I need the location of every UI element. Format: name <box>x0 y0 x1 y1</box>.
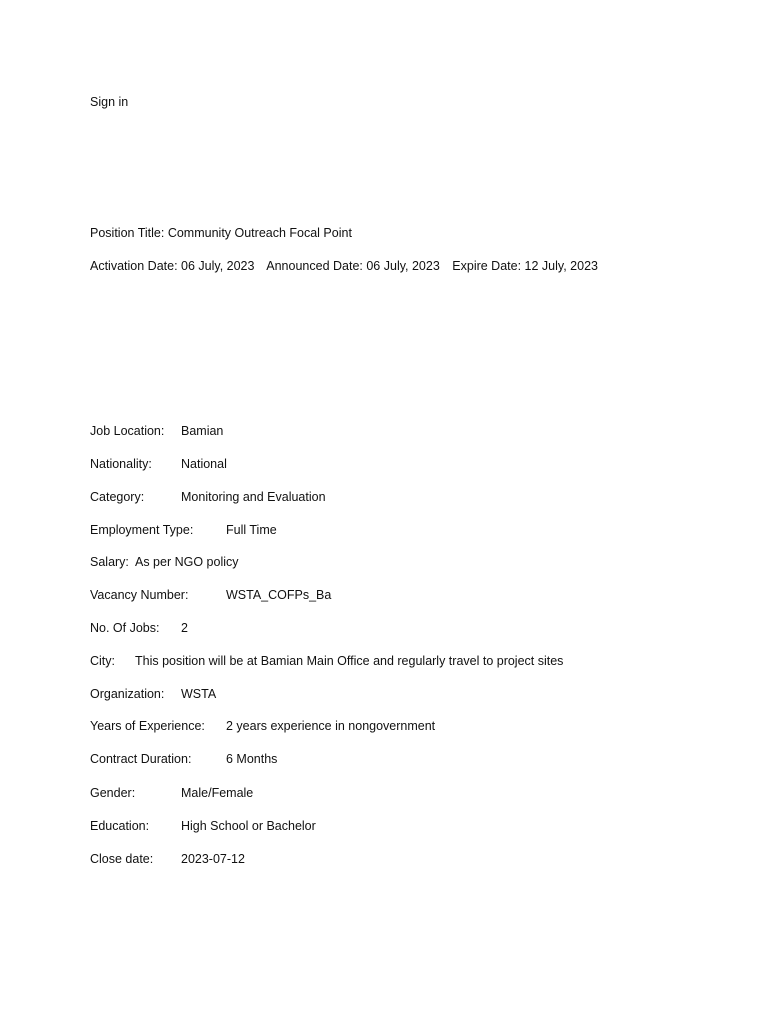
detail-job-location <box>90 423 223 439</box>
detail-organization <box>90 686 216 702</box>
close-date-value: 2023-07-12 <box>181 852 245 866</box>
position-title-label: Position Title: <box>90 226 165 240</box>
dates-row <box>90 258 598 274</box>
city-label: City: <box>90 654 115 668</box>
nationality-value: National <box>181 457 227 471</box>
category-label: Category: <box>90 490 145 504</box>
number-of-jobs-label: No. Of Jobs: <box>90 621 160 635</box>
sign-in-link[interactable]: Sign in <box>90 95 129 109</box>
detail-contract-duration <box>90 751 277 767</box>
organization-value: WSTA <box>181 687 217 701</box>
years-of-experience-label: Years of Experience: <box>90 719 205 733</box>
detail-category <box>90 489 326 505</box>
detail-years-of-experience <box>90 718 435 734</box>
detail-education <box>90 818 316 834</box>
job-location-label: Job Location: <box>90 424 165 438</box>
contract-duration-label: Contract Duration: <box>90 752 192 766</box>
vacancy-number-value: WSTA_COFPs_Ba <box>226 588 332 602</box>
contract-duration-value: 6 Months <box>226 752 278 766</box>
activation-date-value: 06 July, 2023 <box>181 259 255 273</box>
salary-label: Salary: <box>90 555 129 569</box>
education-value: High School or Bachelor <box>181 819 316 833</box>
announced-date-value: 06 July, 2023 <box>366 259 440 273</box>
job-location-value: Bamian <box>181 424 224 438</box>
nationality-label: Nationality: <box>90 457 152 471</box>
activation-date-label: Activation Date: <box>90 259 178 273</box>
employment-type-label: Employment Type: <box>90 523 194 537</box>
position-title-value: Community Outreach Focal Point <box>167 226 352 240</box>
employment-type-value: Full Time <box>226 523 277 537</box>
position-title <box>90 225 352 241</box>
detail-vacancy-number <box>90 587 331 603</box>
detail-nationality <box>90 456 227 472</box>
detail-close-date <box>90 851 245 867</box>
number-of-jobs-value: 2 <box>181 621 188 635</box>
gender-label: Gender: <box>90 786 136 800</box>
detail-city <box>90 653 563 669</box>
expire-date-label: Expire Date: <box>452 259 522 273</box>
detail-employment-type <box>90 522 277 538</box>
vacancy-number-label: Vacancy Number: <box>90 588 189 602</box>
education-label: Education: <box>90 819 150 833</box>
announced-date-label: Announced Date: <box>266 259 363 273</box>
city-value: This position will be at Bamian Main Office and regularly travel to project sites <box>135 654 564 668</box>
close-date-label: Close date: <box>90 852 154 866</box>
detail-salary <box>90 554 239 570</box>
years-of-experience-value: 2 years experience in nongovernment <box>226 719 436 733</box>
organization-label: Organization: <box>90 687 165 701</box>
category-value: Monitoring and Evaluation <box>181 490 326 504</box>
gender-value: Male/Female <box>181 786 254 800</box>
salary-value: As per NGO policy <box>135 555 239 569</box>
expire-date-value: 12 July, 2023 <box>524 259 598 273</box>
detail-gender <box>90 785 253 801</box>
detail-number-of-jobs <box>90 620 188 636</box>
